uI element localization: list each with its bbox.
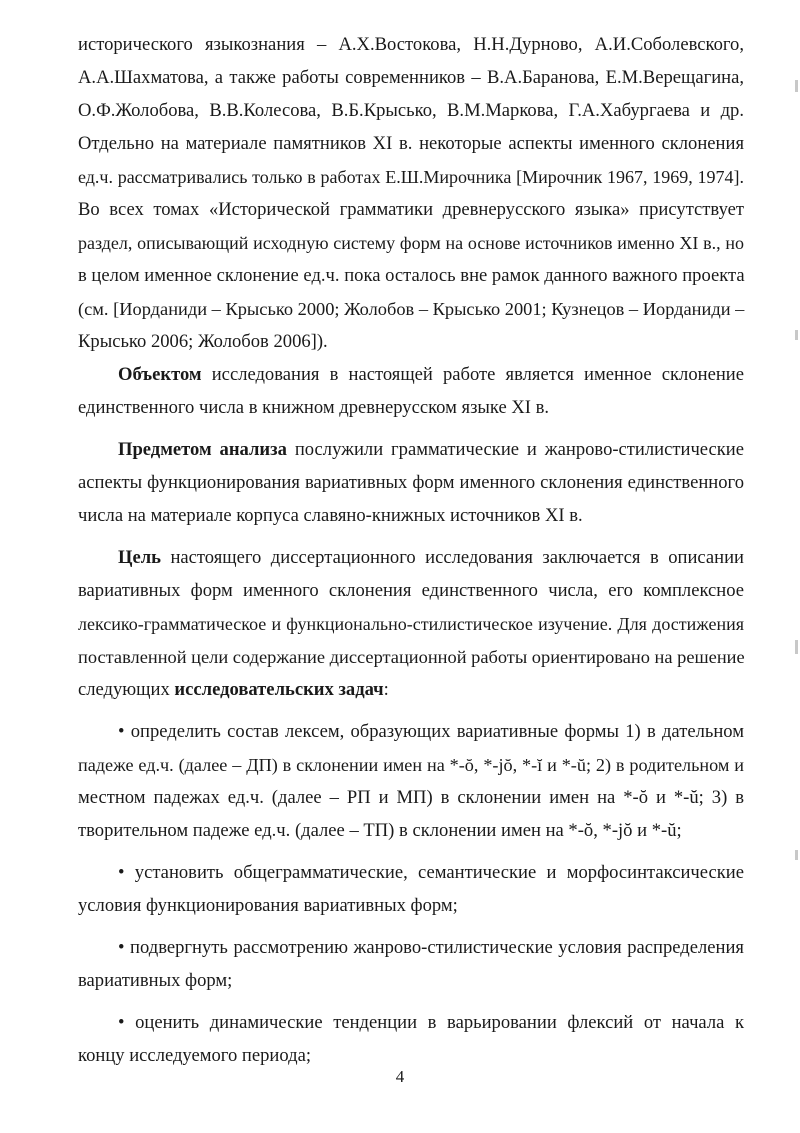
paragraph-object-line: Объектом исследования в настоящей работе является именное склонение (118, 364, 744, 385)
list-item: • подвергнуть рассмотрению жанрово-стилистические условия распределения (118, 937, 744, 958)
bold-term-tasks: исследовательских задач (174, 679, 384, 700)
text-line: (см. [Иорданиди – Крысько 2000; Жолобов – Крысько 2001; Кузнецов – Иорданиди – (78, 299, 745, 319)
text-line: падеже ед.ч. (далее – ДП) в склонении имен на *-ŏ, *-jŏ, *-ĭ и *-ŭ; 2) в родительном и (78, 755, 744, 775)
text-line: вариативных форм; (78, 970, 233, 991)
bold-term-subject: Предметом анализа (118, 439, 287, 460)
text-line: аспекты функционирования вариативных форм именного склонения единственного (78, 472, 744, 493)
text-line: исторического языкознания – А.Х.Востокова, Н.Н.Дурново, А.И.Соболевского, (78, 34, 744, 55)
scan-edge-mark (795, 640, 798, 654)
text-line: лексико-грамматическое и функционально-стилистическое изучение. Для достижения (78, 614, 744, 634)
text-line: Отдельно на материале памятников XI в. некоторые аспекты именного склонения (78, 133, 744, 154)
list-item: • оценить динамические тенденции в варьировании флексий от начала к (118, 1012, 744, 1033)
text-line: творительном падеже ед.ч. (далее – ТП) в склонении имен на *-ŏ, *-jŏ и *-ŭ; (78, 820, 682, 841)
paragraph-subject-line: Предметом анализа послужили грамматические и жанрово-стилистические (118, 439, 745, 460)
text-line: раздел, описывающий исходную систему форм на основе источников именно XI в., но (78, 233, 744, 253)
scan-edge-mark (795, 850, 798, 860)
list-item: • установить общеграмматические, семантические и морфосинтаксические (118, 862, 744, 883)
list-item: • определить состав лексем, образующих вариативные формы 1) в дательном (118, 721, 744, 742)
text-line: следующих исследовательских задач: (78, 679, 389, 700)
text-line: концу исследуемого периода; (78, 1045, 312, 1066)
text-line: числа на материале корпуса славяно-книжных источников XI в. (78, 505, 583, 526)
scan-edge-mark (795, 80, 798, 92)
scan-edge-mark (795, 330, 798, 340)
text-line: в целом именное склонение ед.ч. пока осталось вне рамок данного важного проекта (78, 265, 745, 286)
text-line: Крысько 2006; Жолобов 2006]). (78, 331, 328, 352)
paragraph-goal-line: Цель настоящего диссертационного исследования заключается в описании (118, 547, 744, 568)
bold-term-object: Объектом (118, 364, 202, 385)
text-line: О.Ф.Жолобова, В.В.Колесова, В.Б.Крысько, В.М.Маркова, Г.А.Хабургаева и др. (78, 100, 744, 121)
text-line: А.А.Шахматова, а также работы современников – В.А.Баранова, Е.М.Верещагина, (78, 67, 744, 88)
text-line: местном падежах ед.ч. (далее – РП и МП) в склонении имен на *-ŏ и *-ŭ; 3) в (78, 787, 744, 808)
bold-term-goal: Цель (118, 547, 161, 568)
text-line: единственного числа в книжном древнерусском языке XI в. (78, 397, 550, 418)
text-line: условия функционирования вариативных форм; (78, 895, 458, 916)
text-line: Во всех томах «Исторической грамматики древнерусского языка» присутствует (78, 199, 744, 220)
text-line: вариативных форм именного склонения единственного числа, его комплексное (78, 580, 744, 601)
text-line: поставленной цели содержание диссертационной работы ориентировано на решение (78, 647, 745, 667)
page-number: 4 (395, 1067, 405, 1086)
text-line: ед.ч. рассматривались только в работах Е.Ш.Мирочника [Мирочник 1967, 1969, 1974]. (78, 167, 744, 187)
